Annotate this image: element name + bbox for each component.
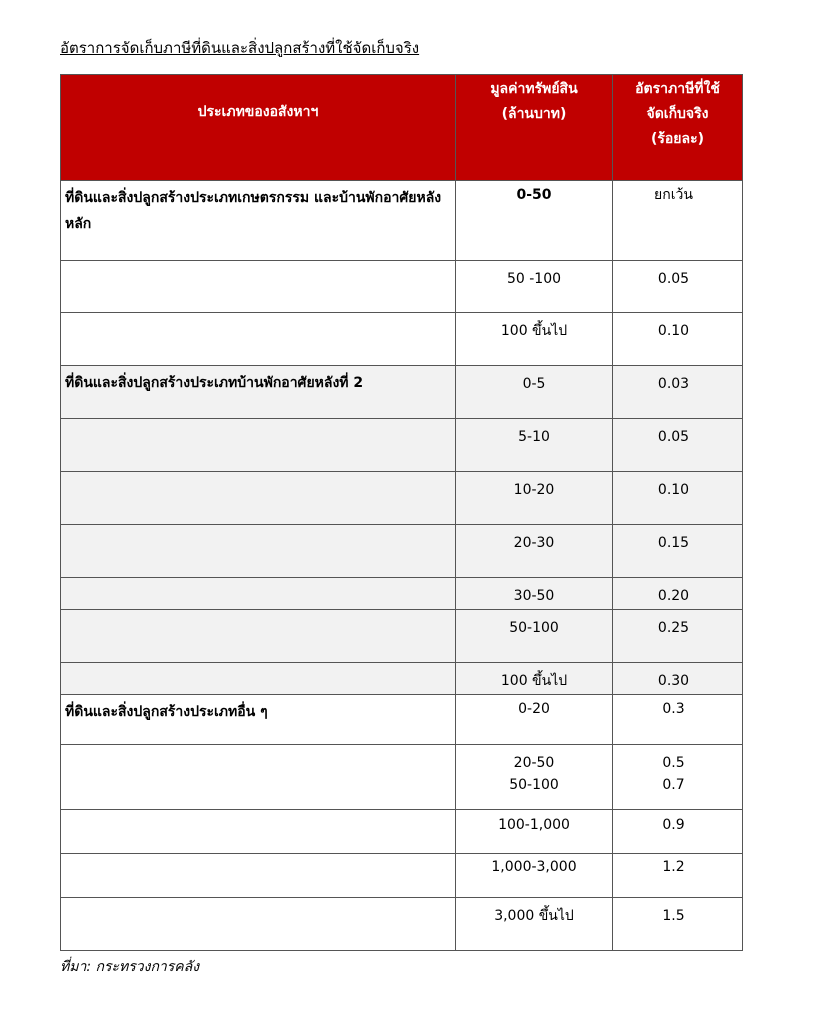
page-title: อัตราการจัดเก็บภาษีที่ดินและสิ่งปลูกสร้างที่ใช้จัดเก็บจริง	[60, 39, 420, 57]
table-row	[61, 854, 743, 898]
rate-cell: 0.9	[613, 810, 743, 854]
table-row	[61, 610, 743, 663]
category-cell: ที่ดินและสิ่งปลูกสร้างประเภทเกษตรกรรม และบ้านพักอาศัยหลังหลัก	[61, 181, 456, 261]
value-cell: 10-20	[456, 472, 613, 525]
value-line: 20-50	[513, 755, 555, 771]
rate-cell: 1.5	[613, 898, 743, 951]
rate-cell: 0.3	[613, 695, 743, 745]
rate-cell	[613, 745, 743, 810]
value-cell: 0-50	[456, 181, 613, 261]
value-cell: 20-30	[456, 525, 613, 578]
value-line: 50-100	[509, 777, 559, 793]
value-cell	[456, 745, 613, 810]
table-row	[61, 313, 743, 366]
table-row	[61, 261, 743, 313]
value-cell: 0-20	[456, 695, 613, 745]
tax-rate-table	[60, 74, 743, 951]
table-row	[61, 745, 743, 810]
category-cell	[61, 745, 456, 810]
rate-cell: 0.20	[613, 578, 743, 610]
rate-cell: 0.15	[613, 525, 743, 578]
category-cell	[61, 472, 456, 525]
value-cell: 0-5	[456, 366, 613, 419]
category-cell	[61, 261, 456, 313]
rate-cell: 0.10	[613, 313, 743, 366]
table-row	[61, 419, 743, 472]
table-row	[61, 181, 743, 261]
header-rate-line2: จัดเก็บจริง	[646, 106, 709, 122]
header-value-line1: มูลค่าทรัพย์สิน	[490, 81, 578, 97]
header-rate-line3: (ร้อยละ)	[650, 131, 705, 147]
rate-cell: 0.05	[613, 261, 743, 313]
rate-cell: 0.03	[613, 366, 743, 419]
header-category: ประเภทของอสังหาฯ	[61, 75, 456, 181]
header-value	[456, 75, 613, 181]
category-cell: ที่ดินและสิ่งปลูกสร้างประเภทอื่น ๆ	[61, 695, 456, 745]
rate-cell: 0.05	[613, 419, 743, 472]
value-cell: 3,000 ขึ้นไป	[456, 898, 613, 951]
rate-cell: ยกเว้น	[613, 181, 743, 261]
category-cell	[61, 525, 456, 578]
rate-cell: 0.10	[613, 472, 743, 525]
rate-line: 0.7	[662, 777, 685, 793]
value-cell: 100-1,000	[456, 810, 613, 854]
table-row	[61, 578, 743, 610]
category-cell	[61, 419, 456, 472]
table-row	[61, 695, 743, 745]
header-rate-line1: อัตราภาษีที่ใช้	[635, 81, 720, 97]
category-cell	[61, 578, 456, 610]
value-cell: 50 -100	[456, 261, 613, 313]
rate-cell: 0.25	[613, 610, 743, 663]
rate-cell: 1.2	[613, 854, 743, 898]
value-cell: 100 ขึ้นไป	[456, 313, 613, 366]
value-cell: 50-100	[456, 610, 613, 663]
value-cell: 30-50	[456, 578, 613, 610]
category-cell	[61, 663, 456, 695]
value-cell: 5-10	[456, 419, 613, 472]
header-rate	[613, 75, 743, 181]
category-cell	[61, 898, 456, 951]
rate-line: 0.5	[662, 755, 685, 771]
value-cell: 1,000-3,000	[456, 854, 613, 898]
header-value-line2: (ล้านบาท)	[501, 106, 567, 122]
table-header-row	[61, 75, 743, 181]
value-cell: 100 ขึ้นไป	[456, 663, 613, 695]
table-row	[61, 472, 743, 525]
category-cell	[61, 810, 456, 854]
category-cell	[61, 313, 456, 366]
category-cell	[61, 854, 456, 898]
rate-cell: 0.30	[613, 663, 743, 695]
table-row	[61, 663, 743, 695]
table-row	[61, 810, 743, 854]
category-cell: ที่ดินและสิ่งปลูกสร้างประเภทบ้านพักอาศัยหลังที่ 2	[61, 366, 456, 419]
source-note: ที่มา: กระทรวงการคลัง	[60, 959, 200, 975]
table-row	[61, 366, 743, 419]
category-cell	[61, 610, 456, 663]
table-row	[61, 898, 743, 951]
table-row	[61, 525, 743, 578]
